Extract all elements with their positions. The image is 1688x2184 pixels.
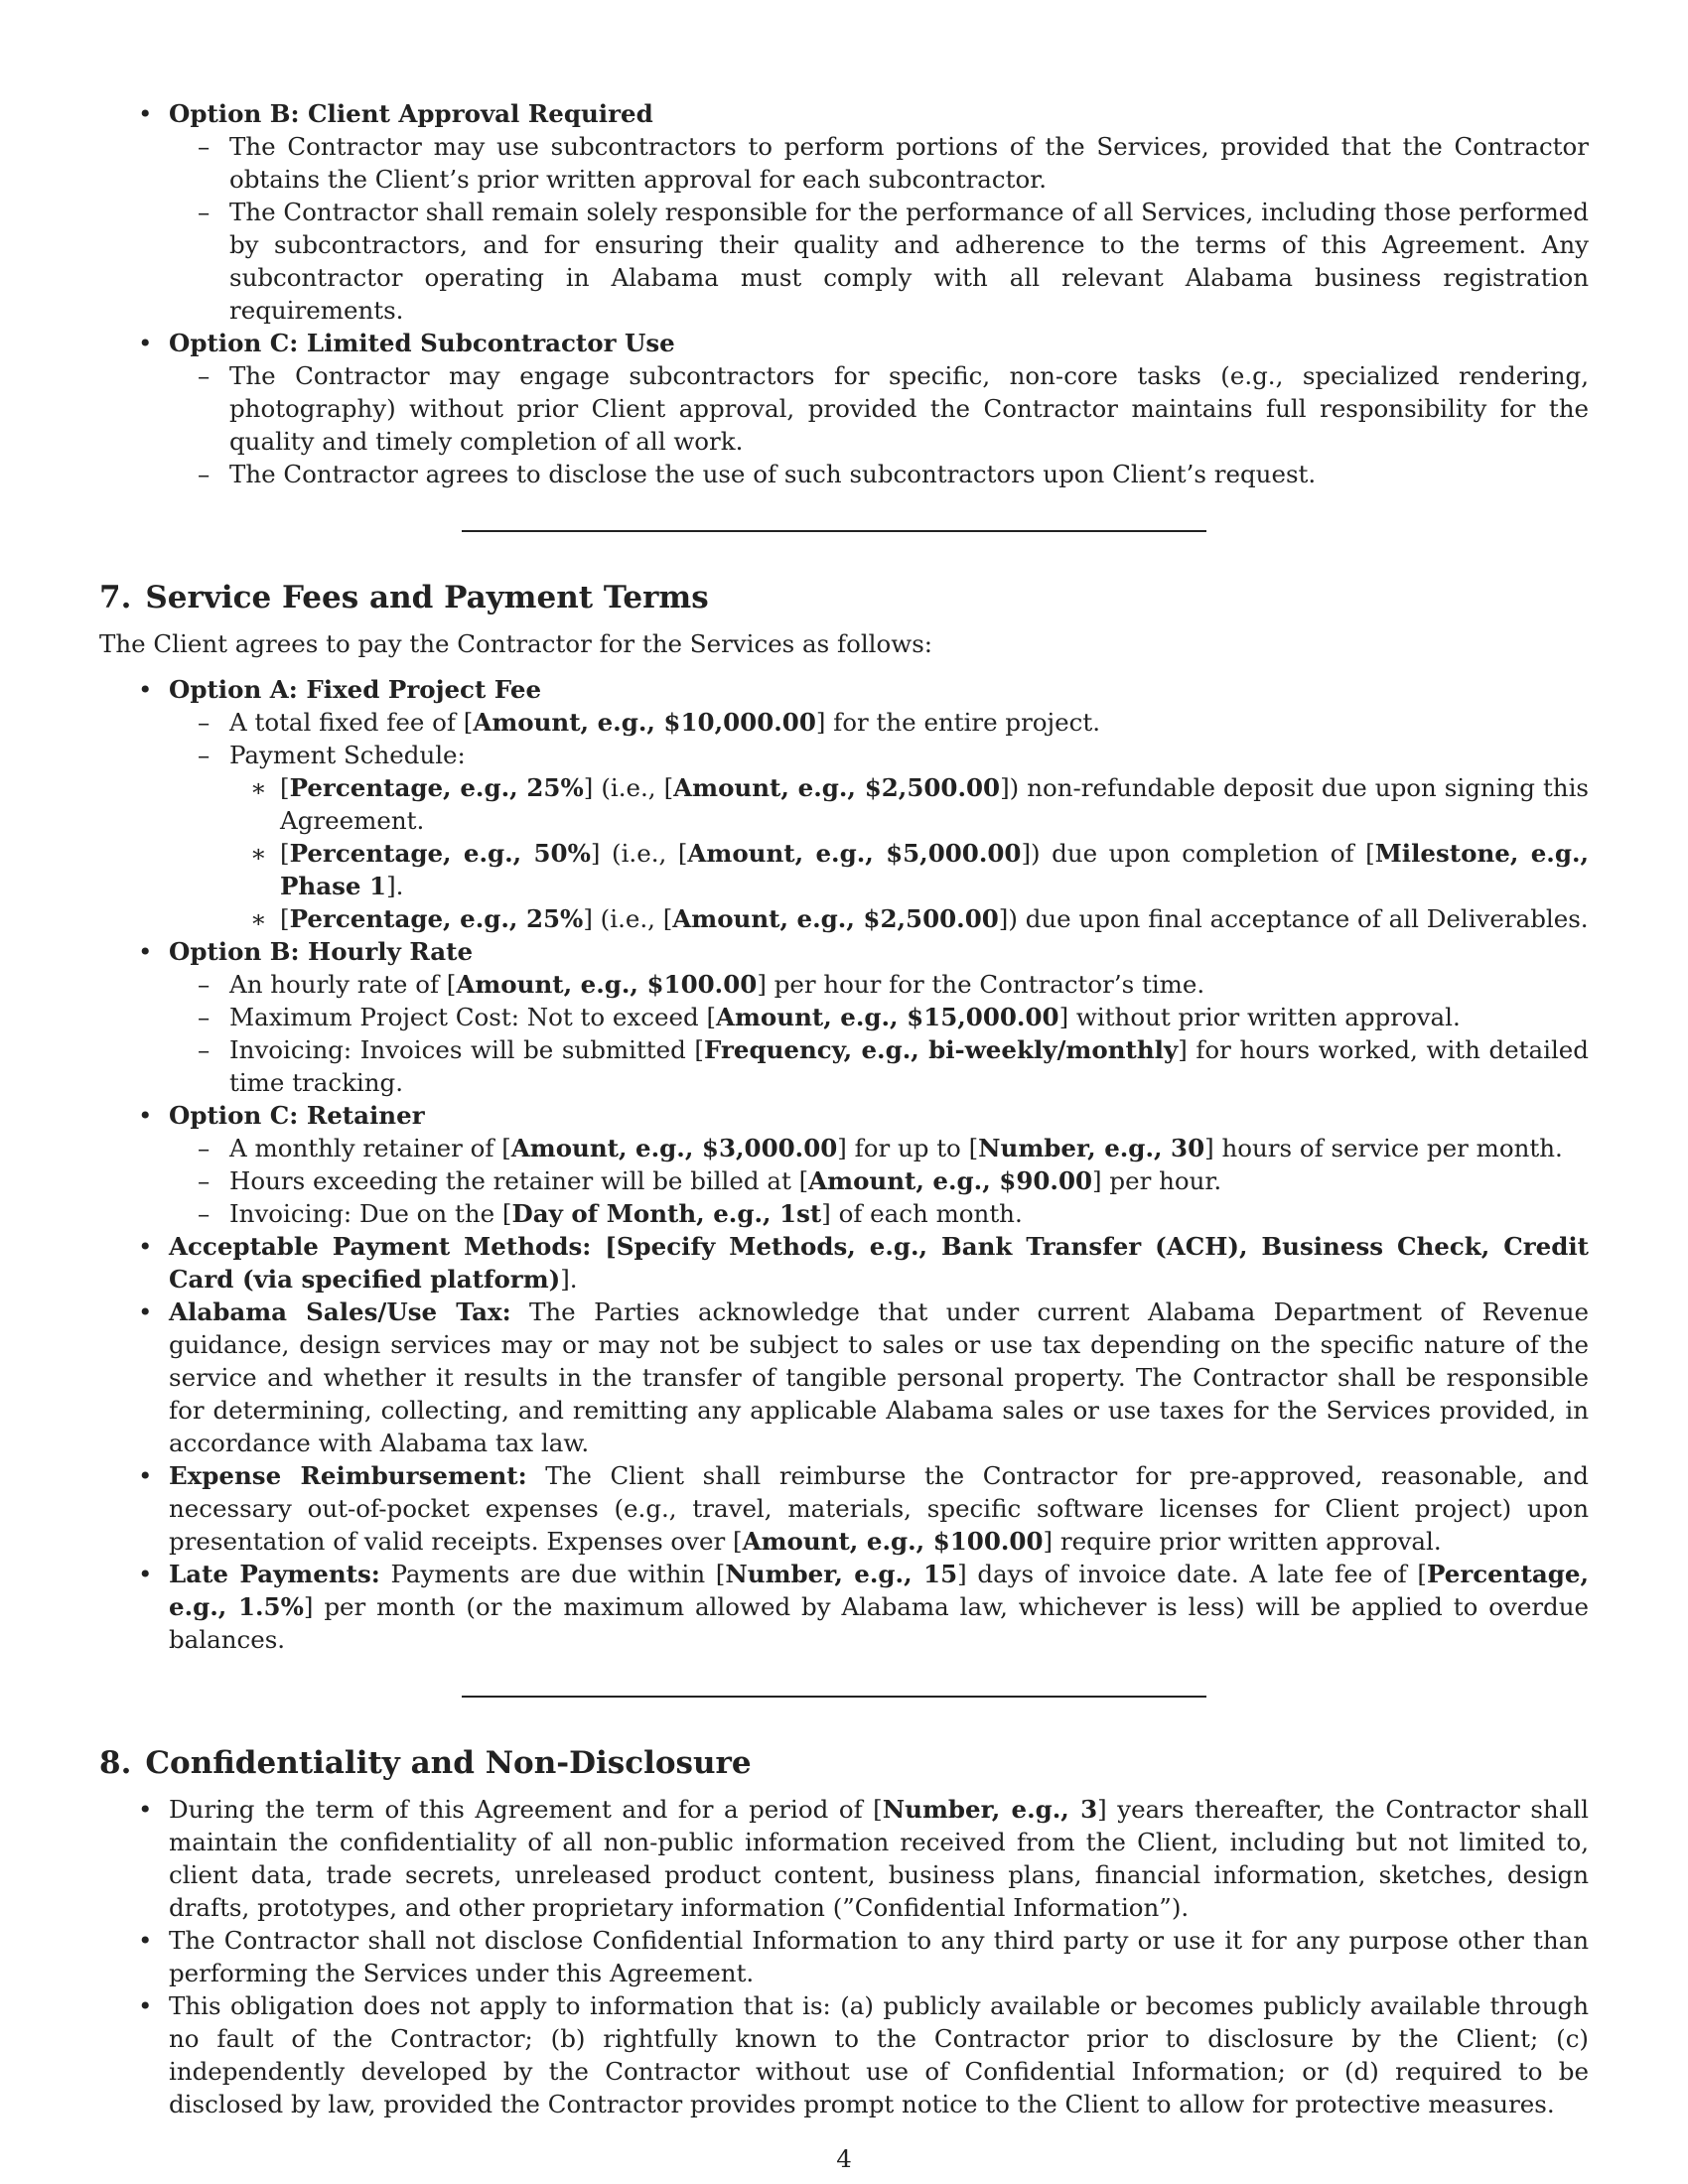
list-item: – Hours exceeding the retainer will be billed at [Amount, e.g., $90.00] per hour. xyxy=(229,1164,1589,1197)
list-item: • Late Payments: Payments are due within [Number, e.g., 15] days of invoice date. A late fee of [Percentage, e.g., 1.5%] per month (or the maximum allowed by Alabama law, whichever is less) will be applied to overdue balances. xyxy=(169,1558,1589,1656)
option-label: Option A: Fixed Project Fee xyxy=(169,675,542,704)
list-item: – Invoicing: Due on the [Day of Month, e.g., 1st] of each month. xyxy=(229,1197,1589,1230)
list-item: – The Contractor agrees to disclose the use of such subcontractors upon Client’s request. xyxy=(229,458,1589,490)
section-divider xyxy=(462,530,1206,532)
list-item: – Invoicing: Invoices will be submitted [Frequency, e.g., bi-weekly/monthly] for hours worked, with detailed time tracking. xyxy=(229,1033,1589,1099)
list-item: • Expense Reimbursement: The Client shall reimburse the Contractor for pre-approved, reasonable, and necessary out-of-pocket expenses (e.g., travel, materials, specific software licenses for Client project) upon presentation of valid receipts. Expenses over [Amount, e.g., $100.00] require prior written approval. xyxy=(169,1459,1589,1558)
list-item: ∗ [Percentage, e.g., 50%] (i.e., [Amount, e.g., $5,000.00]) due upon completion of [Milestone, e.g., Phase 1]. xyxy=(280,837,1589,902)
list-item: • Alabama Sales/Use Tax: The Parties acknowledge that under current Alabama Department of Revenue guidance, design services may or may not be subject to sales or use tax depending on the specific nature of the service and whether it results in the transfer of tangible personal property. The Contractor shall be responsible for determining, collecting, and remitting any applicable Alabama sales or use taxes for the Services provided, in accordance with Alabama tax law. xyxy=(169,1296,1589,1459)
list-item xyxy=(169,97,1589,327)
list-item xyxy=(169,1099,1589,1230)
list-item: – A total fixed fee of [Amount, e.g., $10,000.00] for the entire project. xyxy=(229,706,1589,739)
section-heading: 8. Confidentiality and Non-Disclosure xyxy=(99,1745,752,1781)
list-item: – The Contractor may use subcontractors to perform portions of the Services, provided that the Contractor obtains the Client’s prior written approval for each subcontractor. xyxy=(229,130,1589,196)
list-item: • Acceptable Payment Methods: [Specify Methods, e.g., Bank Transfer (ACH), Business Check, Credit Card (via specified platform)]. xyxy=(169,1230,1589,1296)
list-item: – An hourly rate of [Amount, e.g., $100.00] per hour for the Contractor’s time. xyxy=(229,968,1589,1001)
list-item xyxy=(169,935,1589,1099)
page-number: 4 xyxy=(836,2144,852,2173)
list-item xyxy=(169,673,1589,935)
list-item: – Maximum Project Cost: Not to exceed [Amount, e.g., $15,000.00] without prior written approval. xyxy=(229,1001,1589,1033)
section-intro: The Client agrees to pay the Contractor for the Services as follows: xyxy=(99,629,933,658)
list-item xyxy=(169,327,1589,490)
list-item: – The Contractor may engage subcontractors for specific, non-core tasks (e.g., specialized rendering, photography) without prior Client approval, provided the Contractor maintains full responsibility for the quality and timely completion of all work. xyxy=(229,359,1589,458)
option-label: Option C: Limited Subcontractor Use xyxy=(169,329,675,357)
option-label: Option C: Retainer xyxy=(169,1101,425,1130)
subcontractor-options-list xyxy=(99,97,1589,490)
list-item: • The Contractor shall not disclose Confidential Information to any third party or use it for any purpose other than performing the Services under this Agreement. xyxy=(169,1924,1589,1989)
section-heading: 7. Service Fees and Payment Terms xyxy=(99,580,709,615)
list-item: ∗ [Percentage, e.g., 25%] (i.e., [Amount, e.g., $2,500.00]) due upon final acceptance of all Deliverables. xyxy=(280,902,1589,935)
option-label: Option B: Hourly Rate xyxy=(169,937,474,966)
section-divider xyxy=(462,1696,1206,1698)
option-label: Option B: Client Approval Required xyxy=(169,99,653,128)
list-item: ∗ [Percentage, e.g., 25%] (i.e., [Amount, e.g., $2,500.00]) non-refundable deposit due upon signing this Agreement. xyxy=(280,771,1589,837)
list-item: – Payment Schedule: ∗ [Percentage, e.g., 25%] (i.e., [Amount, e.g., $2,500.00]) non-refundable deposit due upon signing this Agreement. ∗ [Percentage, e.g., 50%] (i.e., [Amount, e.g., $5,000.00]) due upon completion of [Milestone, e.g., Phase 1]. ∗ [Percentage, e.g., 25%] (i.e., [Amount, e.g., $2,500.00]) due upon final acceptance of all Deliverables. xyxy=(229,739,1589,935)
page-content xyxy=(99,97,1589,2120)
payment-terms-list xyxy=(99,673,1589,1656)
list-item: – A monthly retainer of [Amount, e.g., $3,000.00] for up to [Number, e.g., 30] hours of service per month. xyxy=(229,1132,1589,1164)
confidentiality-list xyxy=(99,1793,1589,2120)
list-item: • This obligation does not apply to information that is: (a) publicly available or becomes publicly available through no fault of the Contractor; (b) rightfully known to the Contractor prior to disclosure by the Client; (c) independently developed by the Contractor without use of Confidential Information; or (d) required to be disclosed by law, provided the Contractor provides prompt notice to the Client to allow for protective measures. xyxy=(169,1989,1589,2120)
list-item: – The Contractor shall remain solely responsible for the performance of all Services, including those performed by subcontractors, and for ensuring their quality and adherence to the terms of this Agreement. Any subcontractor operating in Alabama must comply with all relevant Alabama business registration requirements. xyxy=(229,196,1589,327)
list-item: • During the term of this Agreement and for a period of [Number, e.g., 3] years thereafter, the Contractor shall maintain the confidentiality of all non-public information received from the Client, including but not limited to, client data, trade secrets, unreleased product content, business plans, financial information, sketches, design drafts, prototypes, and other proprietary information (”Confidential Information”). xyxy=(169,1793,1589,1924)
